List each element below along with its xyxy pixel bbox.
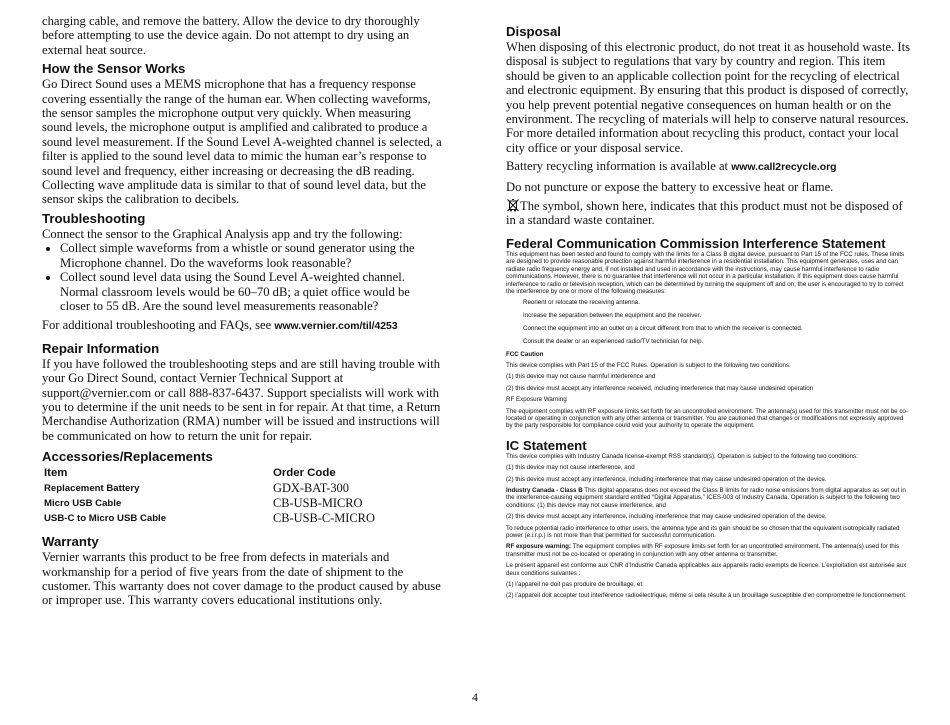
french-paragraph: Le présent appareil est conforme aux CNR d’Industrie Canada applicables aux appareils radio exempts de licence. L’exploitation est autorisée aux deux conditions suivantes : <box>506 562 907 577</box>
troubleshooting-heading: Troubleshooting <box>42 210 146 226</box>
symbol-note <box>506 198 910 228</box>
repair-paragraph: If you have followed the troubleshooting steps and are still having trouble with your Go Direct Sound, contact Vernier Technical Support at support@vernier.com or call 888-837-6437. Support specialists will work with you to determine if the unit needs to be sent in for repair. At that time, a Return Merchandise Authorization (RMA) number will be issued and instructions will be communicated on how to return the unit for repair. <box>42 356 441 443</box>
ic-rf-label: RF exposure warning: <box>506 543 571 551</box>
order-code-cell: CB-USB-MICRO <box>273 496 363 511</box>
ic-intro: This device complies with Industry Canada license-exempt RSS standard(s). Operation is subject to the following two conditions: <box>506 452 858 460</box>
item-cell: Replacement Battery <box>44 483 140 495</box>
table-row <box>42 496 402 511</box>
fcc-section <box>506 251 910 430</box>
fcc-measure: Increase the separation between the equipment and the receiver. <box>523 312 702 320</box>
fcc-caution-intro: This device complies with Part 15 of the FCC Rules. Operation is subject to the following two conditions: <box>506 361 791 369</box>
ic-rf-text: The equipment complies with RF exposure limits set forth for an uncontrolled environment. The antenna(s) used for this transmitter must not be co-located or operating in conjunction with any other antenna or transmitter. <box>506 543 900 558</box>
left-column <box>42 14 442 608</box>
accessories-table <box>42 466 402 526</box>
rf-warning-label: RF Exposure Warning <box>506 396 567 404</box>
fcc-condition: (1) this device may not cause harmful interference and <box>506 373 656 381</box>
repair-heading: Repair Information <box>42 340 160 356</box>
sensor-paragraph: Go Direct Sound uses a MEMS microphone that has a frequency response covering essentially the range of the human ear. When collecting waveforms, the sensor samples the microphone output very quickly. When measuring sound levels, the microphone output is amplified and calibrated to produce a sound level measurement. If the Sound Level A-weighted channel is selected, a filter is applied to the sound level data to mimic the human ear’s response to sound level and frequency, either increasing or decreasing the dB reading. Collecting wave amplitude data is similar to that of sound level data, but the sensor skips the calibration to decibels. <box>42 77 442 207</box>
item-cell: USB-C to Micro USB Cable <box>44 513 167 525</box>
troubleshooting-more-text: For additional troubleshooting and FAQs, see <box>42 318 272 333</box>
column-header-order-code: Order Code <box>273 467 336 480</box>
french-condition: (1) l’appareil ne doit pas produire de brouillage, et <box>506 581 643 589</box>
ic-condition: (2) this device must accept any interference, including interference that may cause undesired operation of the device. <box>506 513 827 521</box>
troubleshooting-more <box>42 318 442 334</box>
table-row <box>42 511 402 526</box>
disposal-heading: Disposal <box>506 24 561 39</box>
ic-condition: (1) this device may not cause interference, and <box>506 464 635 472</box>
french-condition: (2) l’appareil doit accepter tout interférence radioélectrique, même si cela résulte à un brouillage susceptible d’en compromettre le fonctionnement. <box>506 592 907 600</box>
order-code-cell: GDX-BAT-300 <box>273 481 349 496</box>
symbol-note-text: The symbol, shown here, indicates that this product must not be disposed of in a standard waste container. <box>506 199 903 228</box>
ic-reduce-paragraph: To reduce potential radio interference to other users, the antenna type and its gain should be so chosen that the equivalent isotropically radiated power (e.i.r.p.) is not more than that permitted for successful communication. <box>506 524 900 539</box>
ic-heading: IC Statement <box>506 437 587 453</box>
puncture-warning: Do not puncture or expose the battery to excessive heat or flame. <box>506 179 834 194</box>
ic-canada-paragraph <box>506 487 910 509</box>
ic-condition: (2) this device must accept any interference, including interference that may cause undesired operation of the device. <box>506 475 827 483</box>
battery-recycling <box>506 159 910 175</box>
page-number: 4 <box>472 690 478 704</box>
crossed-out-wheelie-bin-icon <box>506 198 520 212</box>
fcc-paragraph: This equipment has been tested and found to comply with the limits for a Class B digital device, pursuant to Part 15 of the FCC rules. These limits are designed to provide reasonable protection against harmful interference in a residential installation. This equipment generates, uses and can radiate radio frequency energy and, if not installed and used in accordance with the instructions, may cause harmful interference to radio communications. However, there is no guarantee that interference will not occur in a particular installation. If this equipment does cause harmful interference to radio or television reception, which can be determined by turning the equipment off and on, the user is encouraged to try to correct the interference by one or more of the following measures: <box>506 250 905 295</box>
disposal-paragraph: When disposing of this electronic product, do not treat it as household waste. Its disposal is subject to regulations that vary by country and region. This item should be given to an applicable collection point for the recycling of electrical and electronic equipment. By ensuring that this product is disposed of correctly, you help prevent potential negative consequences on human health or on the environment. The recycling of materials will help to conserve natural resources. For more detailed information about recycling this product, contact your local city office or your disposal service. <box>506 40 910 155</box>
battery-recycling-link[interactable]: www.call2recycle.org <box>731 162 837 174</box>
troubleshooting-list <box>42 241 442 313</box>
battery-recycling-text: Battery recycling information is available at <box>506 159 729 174</box>
warranty-paragraph: Vernier warrants this product to be free from defects in materials and workmanship for a period of five years from the date of shipment to the customer. This warranty does not cover damage to the product caused by abuse or improper use. This warranty covers educational institutions only. <box>42 550 441 608</box>
ic-canada-text: This digital apparatus does not exceed the Class B limits for radio noise emissions from digital apparatus as set out in the interference-causing equipment standard entitled “Digital Apparatus,” ICES-003 of Industry Canada. Operation is subject to the following two conditions: (1) this device may not cause interference, and <box>506 486 906 509</box>
fcc-condition: (2) this device must accept any interference received, including interference that may cause undesired operation <box>506 384 814 392</box>
column-header-item: Item <box>44 467 68 480</box>
intro-paragraph: charging cable, and remove the battery. Allow the device to dry thoroughly before attempting to use the device again. Do not attempt to dry using an external heat source. <box>42 14 420 57</box>
accessories-heading: Accessories/Replacements <box>42 449 213 465</box>
list-item: • Collect simple waveforms from a whistle or sound generator using the Microphone channel. Do the waveforms look reasonable? <box>60 241 442 270</box>
right-column <box>506 24 910 604</box>
ic-canada-label: Industry Canada - Class B <box>506 486 583 494</box>
order-code-cell: CB-USB-C-MICRO <box>273 511 375 526</box>
troubleshooting-link[interactable]: www.vernier.com/til/4253 <box>274 321 398 333</box>
item-cell: Micro USB Cable <box>44 498 122 510</box>
list-item: • Collect sound level data using the Sound Level A-weighted channel. Normal classroom levels would be 60–70 dB; a quiet office would be closer to 55 dB. Are the sound level measurements reasonable? <box>60 270 442 313</box>
ic-section <box>506 453 910 600</box>
rf-paragraph: The equipment complies with RF exposure limits set forth for an uncontrolled environment. The antenna(s) used for this transmitter must not be co-located or operating in conjunction with any other antenna or transmitter. You are cautioned that changes or modifications not expressly approved by the party responsible for compliance could void your authority to operate the equipment. <box>506 407 908 430</box>
fcc-measure: Consult the dealer or an experienced radio/TV technician for help. <box>523 337 704 345</box>
fcc-measure: Connect the equipment into an outlet on a circuit different from that to which the receiver is connected. <box>523 324 803 332</box>
table-row <box>42 481 402 496</box>
troubleshooting-intro: Connect the sensor to the Graphical Analysis app and try the following: <box>42 226 403 241</box>
fcc-caution-heading: FCC Caution <box>506 350 544 358</box>
fcc-heading: Federal Communication Commission Interference Statement <box>506 235 886 251</box>
warranty-heading: Warranty <box>42 534 99 550</box>
table-header-row <box>42 466 402 481</box>
ic-rf-paragraph <box>506 543 910 558</box>
fcc-measure: Reorient or relocate the receiving antenna. <box>523 299 640 307</box>
sensor-heading: How the Sensor Works <box>42 61 186 77</box>
